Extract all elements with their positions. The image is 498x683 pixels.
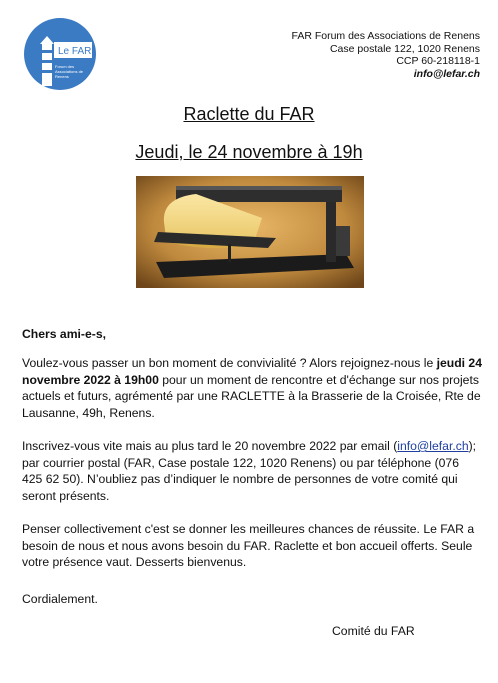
greeting: Chers ami-e-s, bbox=[22, 327, 106, 341]
paragraph-invitation-text-b: pour un moment de rencontre et d'échange sur nos projets actuels et futurs, agrémenté par une RACLETTE à la Brasserie de la Croisée, Rte de Lausanne, 49h, Renens. bbox=[22, 372, 481, 420]
event-datetime-bold: jeudi 24 novembre 2022 à 19h00 bbox=[22, 356, 482, 387]
header-address bbox=[291, 30, 480, 80]
far-logo bbox=[22, 14, 98, 94]
paragraph-registration-text-b: ); par courrier postal (FAR, Case postale 122, 1020 Renens) ou par téléphone (076 425 62 50). N’oubliez pas d’indiquer le nombre de personnes de votre comité qui seront présents. bbox=[22, 439, 477, 503]
paragraph-invitation bbox=[22, 355, 482, 421]
header-line3: CCP 60-218118-1 bbox=[396, 55, 480, 67]
closing: Cordialement. bbox=[22, 592, 98, 606]
paragraph-registration-text-a: Inscrivez-vous vite mais au plus tard le 20 novembre 2022 par email ( bbox=[22, 439, 398, 453]
paragraph-registration bbox=[22, 438, 482, 504]
svg-text:Associations de: Associations de bbox=[55, 69, 84, 74]
header-line1: FAR Forum des Associations de Renens bbox=[291, 30, 480, 42]
svg-text:Le FAR: Le FAR bbox=[58, 46, 92, 57]
event-date: Jeudi, le 24 novembre à 19h bbox=[135, 142, 363, 162]
event-title: Raclette du FAR bbox=[183, 104, 315, 124]
signature: Comité du FAR bbox=[332, 624, 415, 638]
header-email[interactable]: info@lefar.ch bbox=[413, 67, 480, 80]
svg-text:Forum des: Forum des bbox=[55, 64, 75, 69]
svg-text:Renens: Renens bbox=[55, 74, 69, 79]
raclette-photo bbox=[136, 176, 364, 288]
header-line2: Case postale 122, 1020 Renens bbox=[329, 42, 480, 55]
paragraph-invitation-text-a: Voulez-vous passer un bon moment de convivialité ? Alors rejoignez-nous le bbox=[22, 356, 437, 370]
paragraph-collective: Penser collectivement c'est se donner les meilleures chances de réussite. Le FAR a besoin de nous et nous avons besoin du FAR. Raclette et bon accueil offerts. Seule votre présence vaut. Desserts bienvenus. bbox=[22, 522, 475, 569]
email-link[interactable]: info@lefar.ch bbox=[397, 439, 469, 453]
